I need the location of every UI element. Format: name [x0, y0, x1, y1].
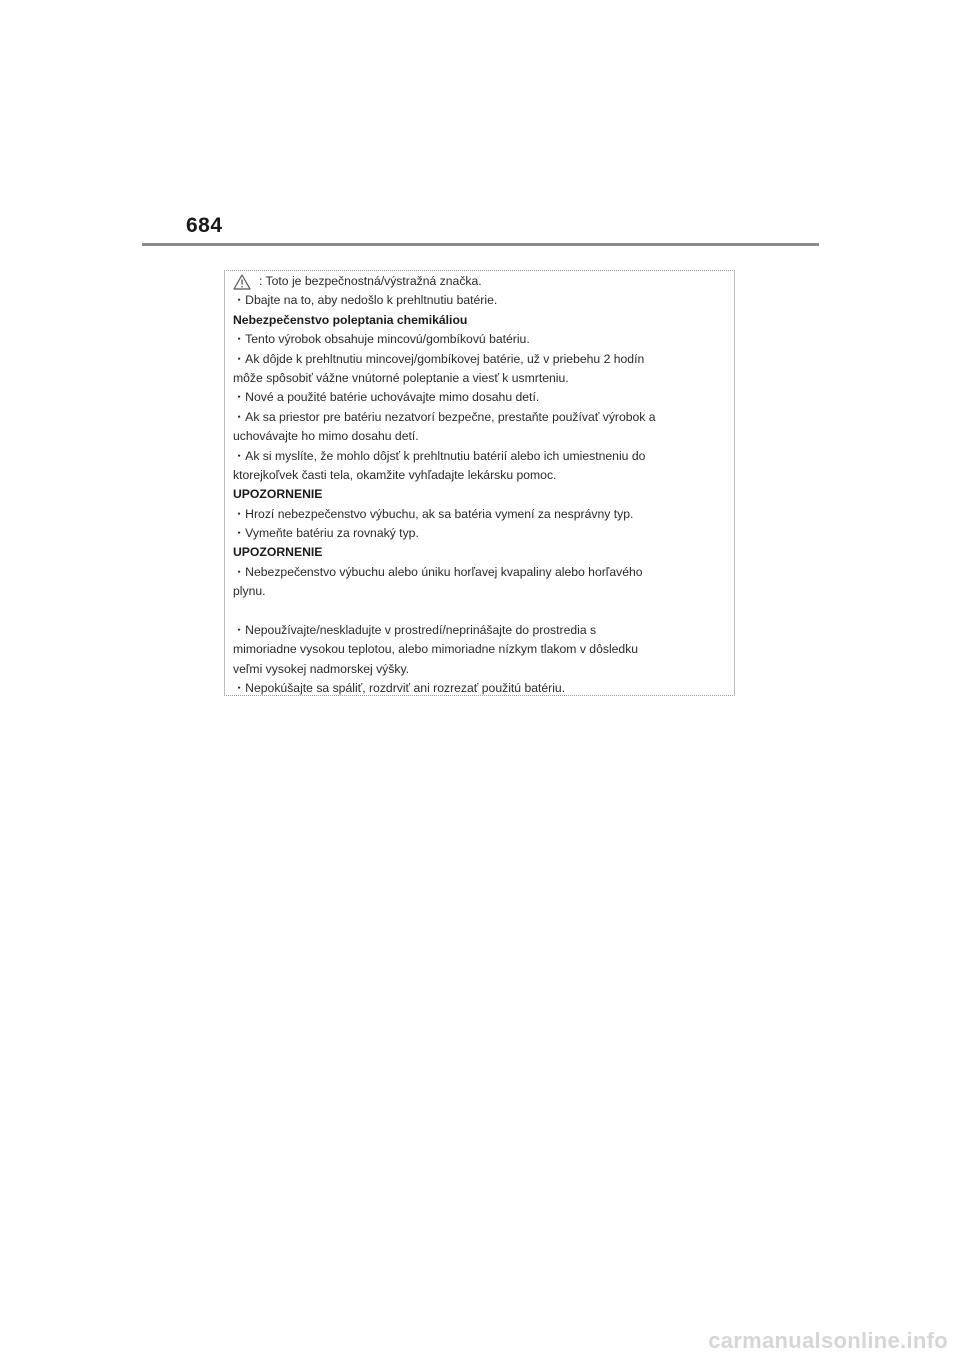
safety-symbol-text: : Toto je bezpečnostná/výstražná značka. — [259, 274, 482, 288]
warning-triangle-icon — [233, 274, 251, 290]
notice-line: ・Nebezpečenstvo výbuchu alebo úniku horľavej kvapaliny alebo horľavého — [233, 564, 643, 579]
battery-safety-notice — [233, 272, 733, 699]
notice-heading: UPOZORNENIE — [233, 545, 323, 560]
notice-line: ・Nové a použité batérie uchovávajte mimo dosahu detí. — [233, 390, 540, 405]
notice-heading: UPOZORNENIE — [233, 487, 323, 502]
notice-line: ・Tento výrobok obsahuje mincovú/gombíkovú batériu. — [233, 332, 530, 347]
watermark: carmanualsonline.info — [708, 1328, 948, 1353]
notice-line: ・Ak sa priestor pre batériu nezatvorí bezpečne, prestaňte používať výrobok a — [233, 409, 656, 424]
notice-line: ktorejkoľvek časti tela, okamžite vyhľadajte lekársku pomoc. — [233, 467, 557, 482]
notice-line: ・Ak si myslíte, že mohlo dôjsť k prehltnutiu batérií alebo ich umiestneniu do — [233, 448, 646, 463]
notice-lines — [233, 291, 733, 698]
notice-line: ・Vymeňte batériu za rovnaký typ. — [233, 526, 419, 541]
notice-line: plynu. — [233, 584, 266, 599]
notice-line: ・Hrozí nebezpečenstvo výbuchu, ak sa batéria vymení za nesprávny typ. — [233, 506, 634, 521]
notice-line: mimoriadne vysokou teplotou, alebo mimoriadne nízkym tlakom v dôsledku — [233, 642, 639, 657]
header-divider — [142, 243, 819, 246]
notice-line: uchovávajte ho mimo dosahu detí. — [233, 429, 419, 444]
notice-line: ・Dbajte na to, aby nedošlo k prehltnutiu batérie. — [233, 293, 498, 308]
notice-spacer — [233, 602, 733, 621]
notice-heading: Nebezpečenstvo poleptania chemikáliou — [233, 312, 468, 327]
notice-line: ・Ak dôjde k prehltnutiu mincovej/gombíkovej batérie, už v priebehu 2 hodín — [233, 351, 645, 366]
page-number: 684 — [186, 214, 223, 237]
notice-line: môže spôsobiť vážne vnútorné poleptanie a viesť k usmrteniu. — [233, 370, 569, 385]
notice-line: ・Nepokúšajte sa spáliť, rozdrviť ani rozrezať použitú batériu. — [233, 681, 566, 696]
notice-line: ・Nepoužívajte/neskladujte v prostredí/neprinášajte do prostredia s — [233, 623, 597, 638]
notice-line: veľmi vysokej nadmorskej výšky. — [233, 661, 410, 676]
safety-symbol-line — [233, 272, 733, 291]
